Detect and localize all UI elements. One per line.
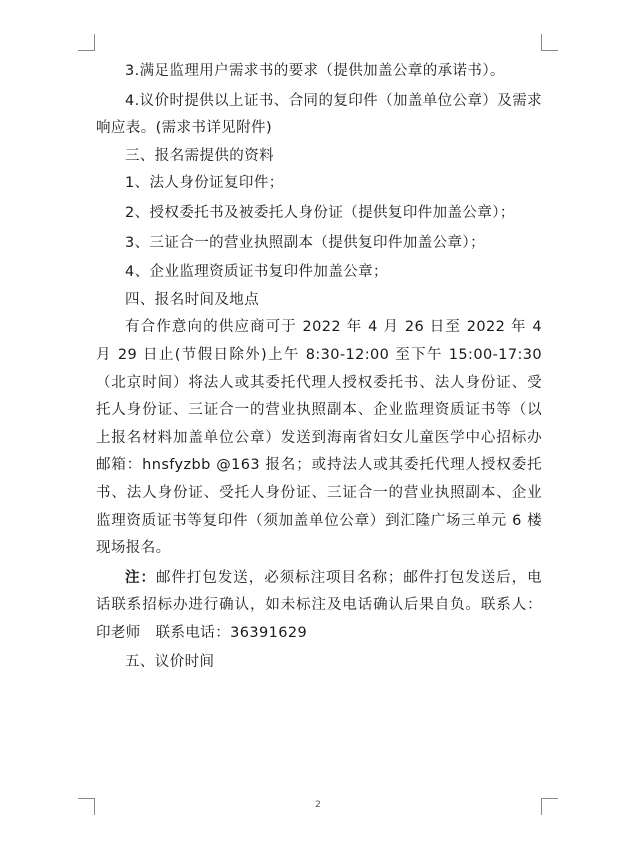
crop-mark-top-left [78, 34, 95, 51]
material-item-3: 3、三证合一的营业执照副本（提供复印件加盖公章）； [125, 234, 485, 251]
document-body [96, 58, 542, 677]
crop-mark-top-right [541, 34, 558, 51]
note-paragraph [96, 565, 542, 648]
registration-details: 有合作意向的供应商可于 2022 年 4 月 26 日至 2022 年 4 月 29 日止(节假日除外)上午 8:30-12:00 至下午 15:00-17:30（北京时间）将法人或其委托代理人授权委托书、法人身份证、受托人身份证、三证合一的营业执照副本、企业监理资质证书等（以上报名材料加盖单位公章）发送到海南省妇女儿童医学中心招标办邮箱：hnsfyzbb @163 报名；或持法人或其委托代理人授权委托书、法人身份证、受托人身份证、三证合一的营业执照副本、企业监理资质证书等复印件（须加盖单位公章）到汇隆广场三单元 6 楼现场报名。 [96, 319, 542, 557]
material-item-1: 1、法人身份证复印件； [125, 175, 284, 192]
note-text: 邮件打包发送，必须标注项目名称；邮件打包发送后，电话联系招标办进行确认，如未标注及电话确认后果自负。联系人：印老师 联系电话：36391629 [96, 569, 542, 641]
material-item-4: 4、企业监理资质证书复印件加盖公章； [125, 264, 388, 281]
section-5-heading: 五、议价时间 [125, 654, 215, 671]
requirement-4: 4.议价时提供以上证书、合同的复印件（加盖单位公章）及需求响应表。(需求书详见附件) [96, 92, 542, 137]
page-number: 2 [315, 800, 321, 810]
requirement-3: 3.满足监理用户需求书的要求（提供加盖公章的承诺书）。 [125, 63, 505, 79]
section-4-heading: 四、报名时间及地点 [125, 291, 260, 308]
note-label: 注： [125, 569, 156, 586]
section-3-heading: 三、报名需提供的资料 [125, 147, 274, 164]
material-item-2: 2、授权委托书及被委托人身份证（提供复印件加盖公章）； [125, 204, 515, 221]
